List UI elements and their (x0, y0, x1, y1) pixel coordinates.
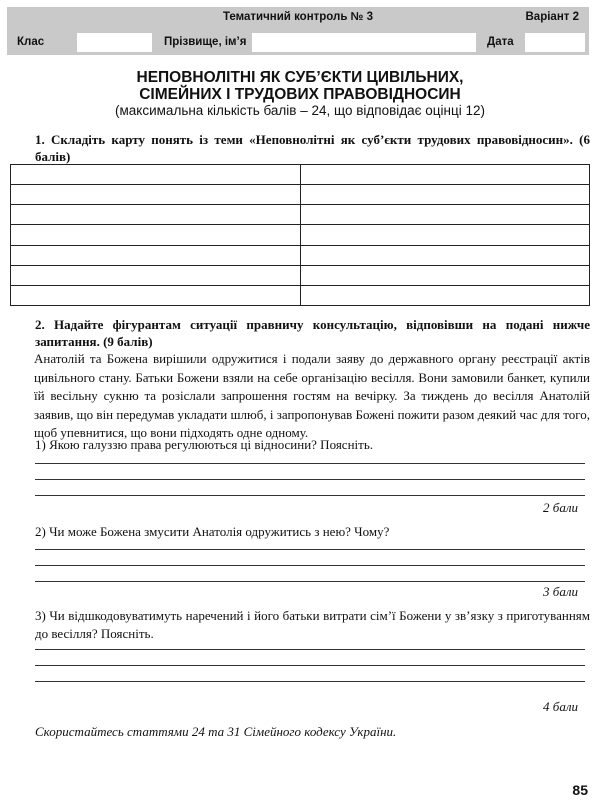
points-q2: 3 бали (543, 584, 578, 599)
variant-label: Варіант 2 (525, 11, 579, 23)
question-2: 2) Чи може Божена змусити Анатолія одружитись з нею? Чому? (35, 524, 390, 539)
table-cell[interactable] (300, 245, 590, 265)
table-cell[interactable] (300, 265, 590, 285)
table-cell[interactable] (300, 225, 590, 245)
class-field[interactable] (77, 33, 152, 52)
points-q1: 2 бали (543, 500, 578, 515)
page-subtitle: (максимальна кількість балів – 24, що відповідає оцінці 12) (115, 103, 485, 118)
question-3: 3) Чи відшкодовуватимуть наречений і його батьки витрати сім’ї Божени у зв’язку з приготуванням до весілля? Поясніть. (35, 608, 590, 641)
answer-line[interactable] (35, 649, 585, 650)
answer-line[interactable] (35, 665, 585, 666)
task-1: 1. Складіть карту понять із теми «Неповнолітні як суб’єкти трудових правовідносин». (6 балів) (35, 132, 590, 164)
table-cell[interactable] (300, 185, 590, 205)
date-label: Дата (487, 36, 514, 48)
question-1: 1) Якою галуззю права регулюються ці відносини? Поясніть. (35, 437, 373, 452)
table-cell[interactable] (11, 285, 301, 305)
points-q3: 4 бали (543, 699, 578, 714)
task-2: 2. Надайте фігурантам ситуації правничу консультацію, відповівши на подані нижче запитання. (9 балів) (35, 317, 590, 349)
table-cell[interactable] (11, 245, 301, 265)
table-cell[interactable] (11, 265, 301, 285)
answer-line[interactable] (35, 581, 585, 582)
table-cell[interactable] (11, 165, 301, 185)
answer-line[interactable] (35, 681, 585, 682)
page-number: 85 (572, 782, 588, 798)
table-cell[interactable] (300, 165, 590, 185)
situation-text: Анатолій та Божена вирішили одружитися і подали заяву до державного органу реєстрації актів цивільного стану. Батьки Божени взяли на себе організацію весілля. Вони замовили банкет, купили їй весільну сукню та розіслали запрошення гостям на вечірку. За тиждень до весілля Анатолій заявив, що він передумав укладати шлюб, і запропонував Божені пожити разом деякий час для того, щоб упевнитися, що вони підходять одне одному. (34, 351, 590, 440)
name-field[interactable] (252, 33, 476, 52)
table-cell[interactable] (300, 285, 590, 305)
date-field[interactable] (525, 33, 585, 52)
reference-note: Скористайтесь статтями 24 та 31 Сімейного кодексу України. (35, 724, 397, 739)
test-title: Тематичний контроль № 3 (222, 11, 374, 23)
answer-line[interactable] (35, 495, 585, 496)
table-cell[interactable] (11, 185, 301, 205)
table-cell[interactable] (300, 205, 590, 225)
answer-line[interactable] (35, 549, 585, 550)
table-cell[interactable] (11, 225, 301, 245)
concept-map-table[interactable] (10, 164, 590, 306)
class-label: Клас (17, 36, 45, 48)
answer-line[interactable] (35, 463, 585, 464)
page-title-line1: НЕПОВНОЛІТНІ ЯК СУБ’ЄКТИ ЦИВІЛЬНИХ, (136, 69, 464, 86)
table-cell[interactable] (11, 205, 301, 225)
header-bar (7, 7, 589, 55)
answer-line[interactable] (35, 565, 585, 566)
name-label: Прізвище, ім’я (164, 36, 247, 48)
page-title-line2: СІМЕЙНИХ І ТРУДОВИХ ПРАВОВІДНОСИН (139, 86, 461, 103)
answer-line[interactable] (35, 479, 585, 480)
